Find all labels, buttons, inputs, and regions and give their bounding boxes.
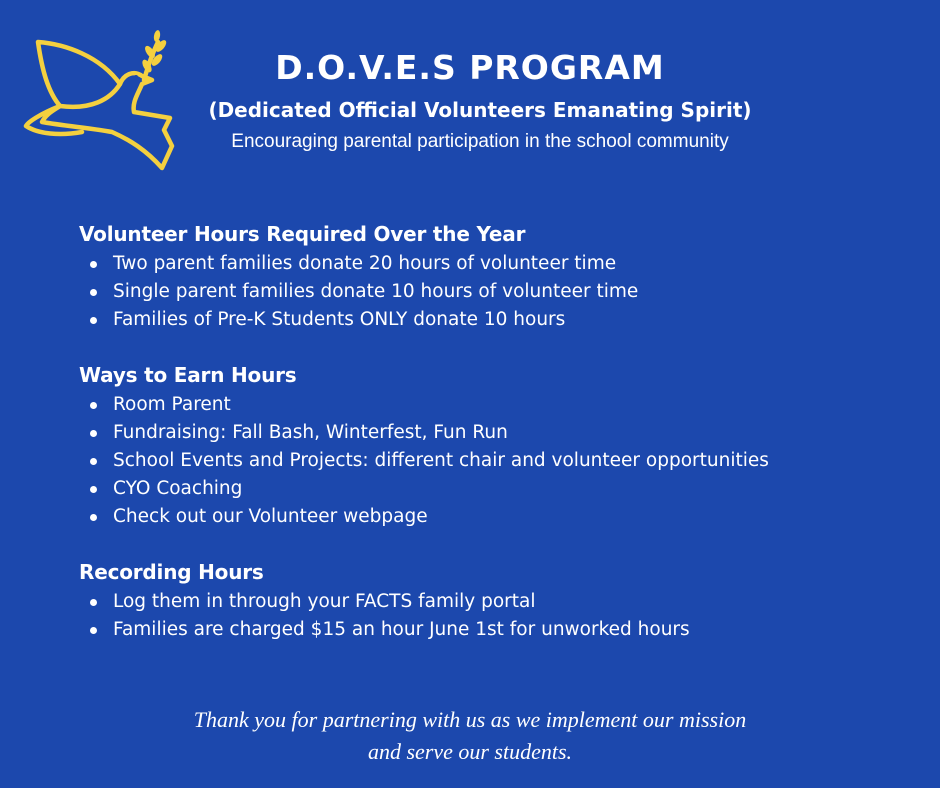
program-acronym-subtitle: (Dedicated Official Volunteers Emanating Spirit) [208, 98, 752, 122]
bullet-list [79, 391, 899, 531]
section-heading: Volunteer Hours Required Over the Year [79, 222, 526, 246]
section-heading: Ways to Earn Hours [79, 363, 297, 387]
thank-you-line-1: Thank you for partnering with us as we implement our mission [193, 707, 747, 732]
thank-you-message [100, 704, 840, 768]
list-item: Room Parent [79, 391, 899, 419]
bullet-list [79, 588, 899, 644]
list-item: Fundraising: Fall Bash, Winterfest, Fun Run [79, 419, 899, 447]
list-item: Single parent families donate 10 hours of volunteer time [79, 278, 899, 306]
list-item: Log them in through your FACTS family portal [79, 588, 899, 616]
volunteer-hours-section [79, 220, 899, 334]
thank-you-line-2: and serve our students. [367, 739, 573, 764]
bullet-list [79, 250, 899, 334]
recording-hours-section [79, 558, 899, 644]
list-item: Families of Pre-K Students ONLY donate 10 hours [79, 306, 899, 334]
program-tagline: Encouraging parental participation in the school community [231, 131, 729, 152]
list-item: School Events and Projects: different chair and volunteer opportunities [79, 447, 899, 475]
page-title: D.O.V.E.S PROGRAM [275, 48, 665, 87]
list-item: Check out our Volunteer webpage [79, 503, 899, 531]
list-item: Two parent families donate 20 hours of volunteer time [79, 250, 899, 278]
section-heading: Recording Hours [79, 560, 264, 584]
list-item: CYO Coaching [79, 475, 899, 503]
ways-to-earn-section [79, 361, 899, 531]
list-item: Families are charged $15 an hour June 1st for unworked hours [79, 616, 899, 644]
